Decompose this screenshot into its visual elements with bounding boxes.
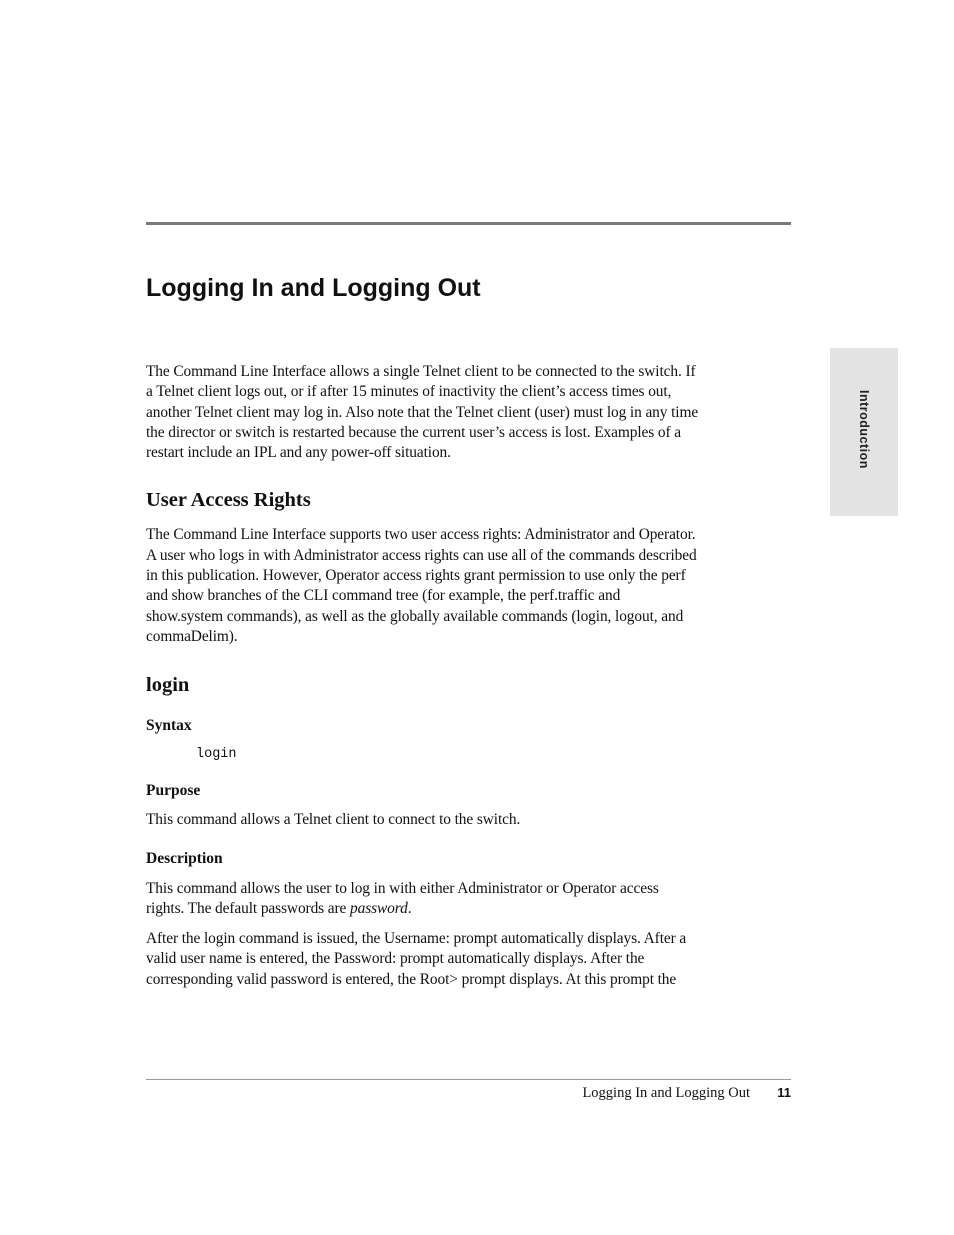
- login-heading: login: [146, 674, 190, 697]
- syntax-code: login: [196, 747, 237, 763]
- top-rule: [146, 222, 791, 225]
- text-line: corresponding valid password is entered, the Root> prompt displays. At this prompt the: [146, 970, 677, 988]
- description-paragraph-1: [146, 879, 764, 920]
- text-line: A user who logs in with Administrator access rights can use all of the commands described: [146, 546, 697, 564]
- text-line: show.system commands), as well as the globally available commands (login, logout, and: [146, 607, 684, 625]
- chapter-title: Logging In and Logging Out: [146, 274, 481, 302]
- syntax-heading: Syntax: [146, 717, 192, 735]
- text-line: and show branches of the CLI command tree (for example, the perf.traffic and: [146, 587, 621, 605]
- text-line: This command allows the user to log in with either Administrator or Operator access: [146, 879, 659, 897]
- page-number: 11: [777, 1085, 791, 1100]
- intro-paragraph: [146, 362, 764, 463]
- text-line: another Telnet client may log in. Also note that the Telnet client (user) must log in any time: [146, 403, 699, 421]
- text-line: The Command Line Interface allows a single Telnet client to be connected to the switch. If: [146, 363, 696, 380]
- text-line: restart include an IPL and any power-off situation.: [146, 444, 451, 462]
- text-line: .: [407, 899, 412, 917]
- text-line: in this publication. However, Operator access rights grant permission to use only the perf: [146, 567, 686, 585]
- user-access-heading: User Access Rights: [146, 489, 311, 512]
- text-line: a Telnet client logs out, or if after 15 minutes of inactivity the client’s access times out,: [146, 383, 672, 401]
- user-access-paragraph: [146, 525, 764, 647]
- footer-title: Logging In and Logging Out: [582, 1085, 750, 1101]
- side-tab-label: Introduction: [857, 390, 871, 469]
- purpose-heading: Purpose: [146, 782, 201, 800]
- text-line: valid user name is entered, the Password: prompt automatically displays. After the: [146, 950, 645, 968]
- emphasis: password: [350, 899, 408, 917]
- description-paragraph-2: [146, 929, 764, 990]
- description-heading: Description: [146, 849, 223, 867]
- footer-rule: [146, 1079, 791, 1080]
- text-line: After the login command is issued, the Username: prompt automatically displays. After a: [146, 930, 687, 948]
- text-line: The Command Line Interface supports two user access rights: Administrator and Operator.: [146, 526, 696, 544]
- page-content: [146, 362, 764, 990]
- purpose-text: This command allows a Telnet client to connect to the switch.: [146, 811, 521, 829]
- side-tab: [830, 348, 898, 516]
- text-line: the director or switch is restarted because the current user’s access is lost. Examples of a: [146, 423, 681, 441]
- text-line: commaDelim).: [146, 627, 238, 645]
- text-line: rights. The default passwords are: [146, 899, 351, 917]
